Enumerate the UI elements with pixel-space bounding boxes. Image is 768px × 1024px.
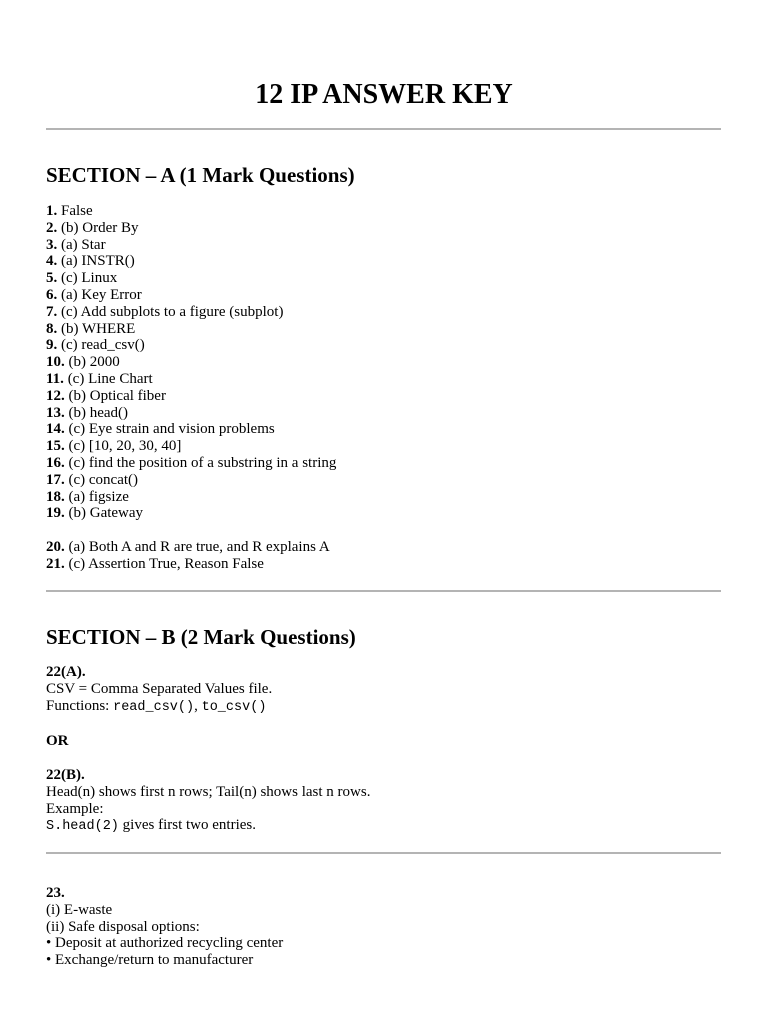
answer-item bbox=[46, 539, 330, 556]
question-22b bbox=[46, 767, 370, 834]
answer-text: (c) Add subplots to a figure (subplot) bbox=[61, 303, 284, 320]
section-b-heading: SECTION – B (2 Mark Questions) bbox=[46, 625, 356, 649]
answer-item bbox=[46, 237, 336, 254]
answer-text: Functions: bbox=[46, 697, 114, 714]
answer-item bbox=[46, 337, 336, 354]
or-label: OR bbox=[46, 733, 69, 749]
answer-number: 18. bbox=[46, 488, 65, 505]
answer-number: 4. bbox=[46, 253, 58, 270]
answer-item bbox=[46, 556, 330, 573]
answer-item bbox=[46, 270, 336, 287]
answer-text: (b) 2000 bbox=[68, 354, 120, 371]
answer-text: (a) Both A and R are true, and R explains A bbox=[68, 539, 330, 555]
answer-number: 15. bbox=[46, 438, 65, 455]
answer-text: (b) Optical fiber bbox=[68, 387, 166, 404]
answer-number: 20. bbox=[46, 539, 65, 555]
answer-item bbox=[46, 421, 336, 438]
answer-functions-line bbox=[46, 698, 272, 715]
answer-bullet: • Deposit at authorized recycling center bbox=[46, 935, 284, 952]
answer-text: (c) find the position of a substring in a string bbox=[68, 454, 337, 471]
answer-text: gives first two entries. bbox=[118, 817, 256, 834]
question-label: 22(A). bbox=[46, 664, 86, 680]
answer-number: 7. bbox=[46, 303, 58, 320]
section-a-heading: SECTION – A (1 Mark Questions) bbox=[46, 163, 355, 187]
answer-text: (a) Key Error bbox=[61, 286, 142, 303]
question-label: 22(B). bbox=[46, 767, 85, 783]
question-23 bbox=[46, 885, 283, 969]
answer-item bbox=[46, 371, 336, 388]
answer-item bbox=[46, 489, 336, 506]
answer-item bbox=[46, 505, 336, 522]
answer-text: (c) Line Chart bbox=[67, 370, 153, 387]
answer-text: (c) concat() bbox=[68, 471, 139, 488]
answer-number: 16. bbox=[46, 454, 65, 471]
answer-text: (i) E-waste bbox=[46, 901, 113, 918]
answer-text: False bbox=[61, 203, 93, 219]
answer-item bbox=[46, 321, 336, 338]
answer-number: 11. bbox=[46, 370, 64, 387]
answer-text: (c) Assertion True, Reason False bbox=[68, 555, 264, 572]
answer-number: 21. bbox=[46, 555, 65, 572]
answer-text: CSV = Comma Separated Values file. bbox=[46, 680, 273, 697]
answer-text: Head(n) shows first n rows; Tail(n) shows last n rows. bbox=[46, 783, 371, 800]
answer-number: 10. bbox=[46, 354, 65, 371]
answer-number: 5. bbox=[46, 270, 58, 287]
answer-text: (b) Order By bbox=[61, 219, 139, 236]
code-snippet: read_csv() bbox=[113, 699, 195, 715]
answer-text: (b) WHERE bbox=[61, 320, 136, 337]
section-a-answer-list bbox=[46, 203, 336, 522]
answer-number: 17. bbox=[46, 471, 65, 488]
answer-text: (a) figsize bbox=[68, 488, 129, 505]
answer-item bbox=[46, 304, 336, 321]
question-22a bbox=[46, 664, 272, 714]
divider bbox=[46, 128, 721, 130]
answer-item bbox=[46, 203, 336, 220]
code-snippet: S.head(2) bbox=[46, 819, 119, 835]
divider bbox=[46, 852, 721, 854]
answer-text: (b) head() bbox=[68, 404, 129, 421]
answer-item bbox=[46, 220, 336, 237]
answer-text: (a) Star bbox=[61, 236, 106, 253]
answer-text: (b) Gateway bbox=[68, 505, 144, 522]
or-separator bbox=[46, 733, 69, 750]
answer-number: 9. bbox=[46, 337, 58, 354]
answer-number: 13. bbox=[46, 404, 65, 421]
answer-item bbox=[46, 388, 336, 405]
answer-number: 12. bbox=[46, 387, 65, 404]
answer-item bbox=[46, 253, 336, 270]
answer-bullet: • Exchange/return to manufacturer bbox=[46, 952, 254, 969]
divider bbox=[46, 590, 721, 592]
answer-item bbox=[46, 472, 336, 489]
answer-example-line bbox=[46, 817, 370, 834]
answer-item bbox=[46, 287, 336, 304]
answer-text: (a) INSTR() bbox=[61, 253, 135, 270]
answer-text: (c) [10, 20, 30, 40] bbox=[68, 438, 182, 455]
answer-item bbox=[46, 354, 336, 371]
answer-text: Example: bbox=[46, 800, 104, 817]
answer-number: 8. bbox=[46, 320, 58, 337]
page-title: 12 IP ANSWER KEY bbox=[255, 79, 513, 110]
answer-number: 3. bbox=[46, 236, 58, 253]
answer-item bbox=[46, 438, 336, 455]
separator-text: , bbox=[194, 697, 202, 714]
answer-number: 2. bbox=[46, 219, 58, 236]
question-label: 23. bbox=[46, 885, 65, 901]
section-a-assertion-list bbox=[46, 539, 330, 573]
answer-text: (c) Eye strain and vision problems bbox=[68, 421, 275, 438]
answer-item bbox=[46, 455, 336, 472]
answer-number: 6. bbox=[46, 286, 58, 303]
answer-number: 19. bbox=[46, 505, 65, 522]
answer-text: (c) read_csv() bbox=[61, 337, 145, 354]
code-snippet: to_csv() bbox=[201, 699, 267, 715]
answer-item bbox=[46, 405, 336, 422]
answer-number: 1. bbox=[46, 203, 58, 219]
answer-number: 14. bbox=[46, 421, 65, 438]
answer-text: (ii) Safe disposal options: bbox=[46, 918, 200, 935]
answer-text: (c) Linux bbox=[61, 270, 118, 287]
